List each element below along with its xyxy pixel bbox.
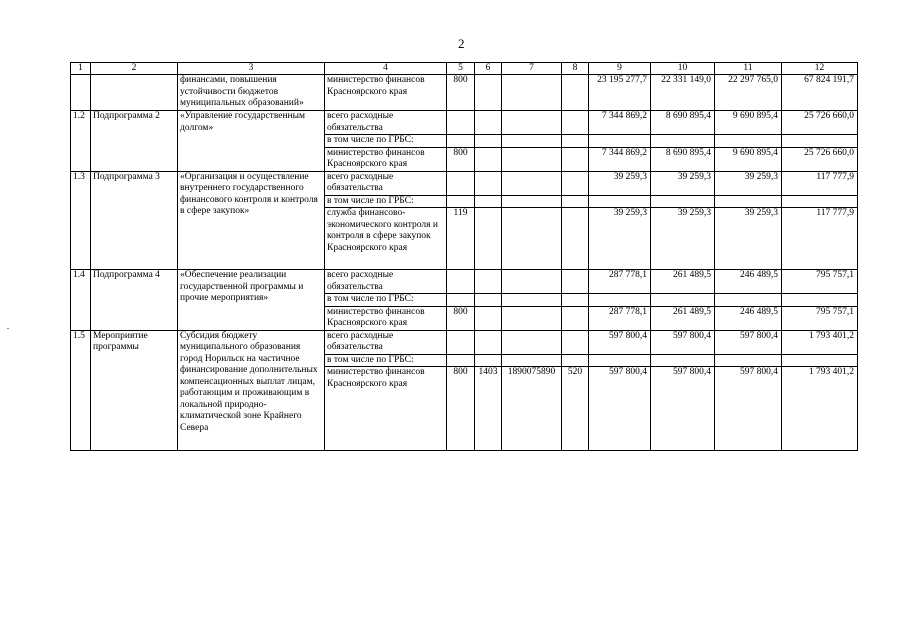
rzpr-cell [475,135,502,148]
amount-cell: 39 259,3 [651,171,715,195]
header-row [71,63,858,75]
amount-cell: 246 489,5 [715,306,782,330]
row-number-cell: 1.4 [71,270,91,331]
vr-cell [562,147,589,171]
amount-cell: 7 344 869,2 [589,111,651,135]
status-cell: Мероприятие программы [91,330,178,451]
amount-cell: 287 778,1 [589,306,651,330]
grbs-code-cell [447,330,475,354]
vr-cell [562,354,589,367]
grbs-cell: в том числе по ГРБС: [325,354,447,367]
vr-cell: 520 [562,367,589,451]
csr-cell [502,171,562,195]
amount-cell: 261 489,5 [651,270,715,294]
amount-cell [651,294,715,307]
grbs-cell: министерство финансов Красноярского края [325,147,447,171]
grbs-cell: в том числе по ГРБС: [325,195,447,208]
csr-cell [502,147,562,171]
header-cell: 8 [562,63,589,75]
amount-cell [782,135,858,148]
rzpr-cell [475,270,502,294]
grbs-code-cell [447,171,475,195]
grbs-code-cell [447,111,475,135]
vr-cell [562,208,589,270]
amount-cell: 597 800,4 [589,330,651,354]
grbs-code-cell [447,135,475,148]
amount-cell: 597 800,4 [651,367,715,451]
rzpr-cell [475,75,502,111]
amount-cell [589,294,651,307]
vr-cell [562,111,589,135]
grbs-cell: в том числе по ГРБС: [325,294,447,307]
amount-cell [715,354,782,367]
amount-cell [782,294,858,307]
amount-cell: 795 757,1 [782,270,858,294]
amount-cell: 22 297 765,0 [715,75,782,111]
table-row [71,330,858,354]
status-cell: Подпрограмма 4 [91,270,178,331]
amount-cell: 597 800,4 [651,330,715,354]
amount-cell [782,195,858,208]
csr-cell [502,75,562,111]
grbs-cell: министерство финансов Красноярского края [325,367,447,451]
rzpr-cell [475,171,502,195]
grbs-code-cell [447,195,475,208]
rzpr-cell [475,294,502,307]
grbs-cell: министерство финансов Красноярского края [325,75,447,111]
amount-cell: 287 778,1 [589,270,651,294]
csr-cell [502,330,562,354]
amount-cell [589,195,651,208]
grbs-cell: служба финансово-экономического контроля и контроля в сфере закупок Красноярского края [325,208,447,270]
amount-cell: 9 690 895,4 [715,111,782,135]
grbs-code-cell: 800 [447,306,475,330]
rzpr-cell [475,111,502,135]
table-row [71,111,858,135]
status-cell: Подпрограмма 2 [91,111,178,172]
grbs-cell: всего расходные обязательства [325,270,447,294]
header-cell: 10 [651,63,715,75]
page-number: 2 [458,36,465,51]
vr-cell [562,306,589,330]
grbs-code-cell: 800 [447,147,475,171]
rzpr-cell [475,354,502,367]
amount-cell [589,135,651,148]
csr-cell [502,354,562,367]
amount-cell: 795 757,1 [782,306,858,330]
amount-cell: 597 800,4 [715,367,782,451]
csr-cell [502,135,562,148]
grbs-cell: всего расходные обязательства [325,171,447,195]
header-cell: 7 [502,63,562,75]
grbs-code-cell: 800 [447,75,475,111]
csr-cell [502,306,562,330]
row-number-cell [71,75,91,111]
csr-cell [502,111,562,135]
csr-cell [502,195,562,208]
amount-cell: 39 259,3 [589,208,651,270]
amount-cell: 246 489,5 [715,270,782,294]
header-cell: 3 [178,63,325,75]
program-name-cell: «Обеспечение реализации государственной программы и прочие мероприятия» [178,270,325,331]
vr-cell [562,294,589,307]
rzpr-cell [475,208,502,270]
amount-cell [715,294,782,307]
amount-cell: 67 824 191,7 [782,75,858,111]
program-name-cell: «Управление государственным долгом» [178,111,325,172]
program-name-cell: Субсидия бюджету муниципального образования город Норильск на частичное финансирование дополнительных компенсационных выплат лицам, работающим и проживающим в локальной природно-климатической зоне Крайнего Севера [178,330,325,451]
amount-cell [651,354,715,367]
amount-cell: 9 690 895,4 [715,147,782,171]
grbs-cell: всего расходные обязательства [325,330,447,354]
amount-cell: 22 331 149,0 [651,75,715,111]
amount-cell: 8 690 895,4 [651,111,715,135]
amount-cell: 261 489,5 [651,306,715,330]
row-number-cell: 1.2 [71,111,91,172]
row-number-cell: 1.3 [71,171,91,270]
header-cell: 12 [782,63,858,75]
grbs-code-cell: 119 [447,208,475,270]
amount-cell: 7 344 869,2 [589,147,651,171]
grbs-cell: министерство финансов Красноярского края [325,306,447,330]
header-cell: 11 [715,63,782,75]
grbs-code-cell: 800 [447,367,475,451]
grbs-cell: в том числе по ГРБС: [325,135,447,148]
grbs-code-cell [447,270,475,294]
program-name-cell: финансами, повышения устойчивости бюджетов муниципальных образований» [178,75,325,111]
amount-cell: 23 195 277,7 [589,75,651,111]
vr-cell [562,171,589,195]
grbs-code-cell [447,294,475,307]
grbs-cell: всего расходные обязательства [325,111,447,135]
amount-cell: 117 777,9 [782,171,858,195]
budget-table [70,62,858,451]
amount-cell: 117 777,9 [782,208,858,270]
margin-mark [7,328,9,329]
amount-cell: 597 800,4 [589,367,651,451]
vr-cell [562,75,589,111]
vr-cell [562,330,589,354]
amount-cell: 25 726 660,0 [782,147,858,171]
table-row [71,270,858,294]
vr-cell [562,195,589,208]
csr-cell [502,294,562,307]
table-row [71,75,858,111]
rzpr-cell: 1403 [475,367,502,451]
amount-cell: 1 793 401,2 [782,330,858,354]
header-cell: 2 [91,63,178,75]
amount-cell: 39 259,3 [715,208,782,270]
row-number-cell: 1.5 [71,330,91,451]
amount-cell [651,195,715,208]
status-cell: Подпрограмма 3 [91,171,178,270]
amount-cell: 25 726 660,0 [782,111,858,135]
rzpr-cell [475,330,502,354]
rzpr-cell [475,306,502,330]
amount-cell: 39 259,3 [589,171,651,195]
csr-cell [502,270,562,294]
header-cell: 4 [325,63,447,75]
rzpr-cell [475,147,502,171]
amount-cell: 39 259,3 [651,208,715,270]
header-cell: 9 [589,63,651,75]
program-name-cell: «Организация и осуществление внутреннего государственного финансового контроля и контроля в сфере закупок» [178,171,325,270]
vr-cell [562,135,589,148]
amount-cell: 39 259,3 [715,171,782,195]
vr-cell [562,270,589,294]
grbs-code-cell [447,354,475,367]
rzpr-cell [475,195,502,208]
header-cell: 5 [447,63,475,75]
csr-cell: 1890075890 [502,367,562,451]
header-cell: 6 [475,63,502,75]
amount-cell: 8 690 895,4 [651,147,715,171]
amount-cell [782,354,858,367]
amount-cell [651,135,715,148]
amount-cell [715,135,782,148]
amount-cell [715,195,782,208]
amount-cell: 1 793 401,2 [782,367,858,451]
amount-cell: 597 800,4 [715,330,782,354]
table-row [71,171,858,195]
status-cell [91,75,178,111]
header-cell: 1 [71,63,91,75]
amount-cell [589,354,651,367]
csr-cell [502,208,562,270]
